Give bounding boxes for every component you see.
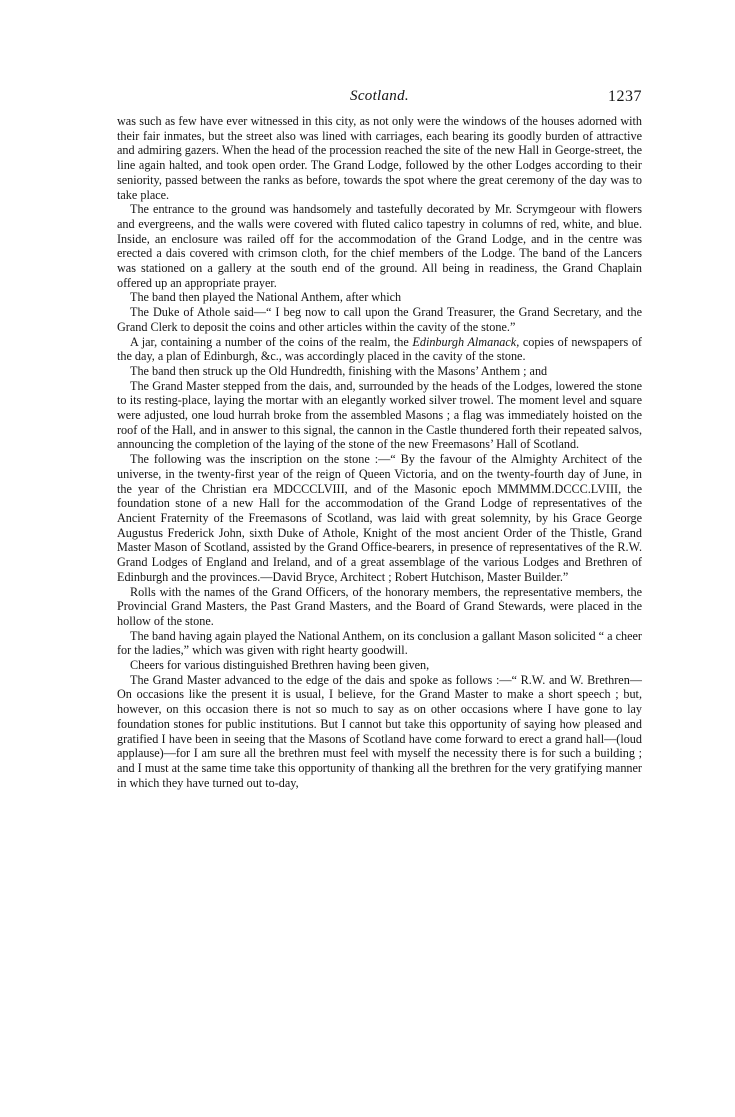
paragraph-duke-speech — [117, 305, 642, 334]
paragraph-text: Cheers for various distinguished Brethren having been given, — [130, 658, 430, 673]
paragraph-text: The band then struck up the Old Hundredth, finishing with the Masons’ Anthem ; and — [130, 363, 548, 378]
page-number: 1237 — [608, 88, 642, 105]
paragraph-text: copies of newspapers of the day, a plan of Edinburgh, &c., was accordingly placed in the cavity of the stone. — [117, 334, 642, 364]
paragraph-grand-master-speech — [117, 673, 642, 791]
paragraph-text: was such as few have ever witnessed in this city, as not only were the windows of the houses adorned with their fair inmates, but the street also was lined with carriages, each bearing its goodly burden of attractive and admiring gazers. When the head of the procession reached the site of the new Hall in George-street, the line again halted, and took open order. The Grand Lodge, followed by the other Lodges according to their seniority, passed between the ranks as before, towards the spot where the great ceremony of the day was to take place. — [117, 114, 642, 202]
paragraph-text: The Grand Master advanced to the edge of the dais and spoke as follows :—“ R.W. and W. Brethren—On occasions like the present it is usual, I believe, for the Grand Master to make a short speech ; but, however, on this occasion there is not so much to say as on other occasions where I have gone to lay foundation stones for public institutions. But I cannot but take this opportunity of saying how pleased and gratified I have been in seeing that the Masons of Scotland have come forward to erect a grand hall—(loud applause)—for I am sure all the brethren must feel with myself the necessity there is for such a building ; and I must at the same time take this opportunity of thanking all the brethren for the very gratifying manner in which they have turned out to-day, — [117, 672, 642, 790]
paragraph-cheers — [117, 658, 642, 673]
document-page — [117, 88, 642, 790]
paragraph-text: The band having again played the National Anthem, on its conclusion a gallant Mason solicited “ a cheer for the ladies,” which was given with right hearty goodwill. — [117, 628, 642, 658]
paragraph-text: Rolls with the names of the Grand Officers, of the honorary members, the representative members, the Provincial Grand Masters, the Past Grand Masters, and the Board of Grand Stewards, were placed in the hollow of the stone. — [117, 584, 642, 628]
paragraph-text: The Grand Master stepped from the dais, and, surrounded by the heads of the Lodges, lowered the stone to its resting-place, laying the mortar with an elegantly worked silver trowel. The moment level and square were adjusted, one loud hurrah broke from the assembled Masons ; a flag was immediately hoisted on the roof of the Hall, and in answer to this signal, the cannon in the Castle thundered forth their repeated salvos, announcing the completion of the laying of the stone of the new Freemasons’ Hall of Scotland. — [117, 378, 642, 452]
paragraph-jar — [117, 335, 642, 364]
article-body — [117, 114, 642, 790]
paragraph-text: The following was the inscription on the stone :—“ By the favour of the Almighty Architect of the universe, in the twenty-first year of the reign of Queen Victoria, and on the twenty-fourth day of June, in the year of the Christian era MDCCCLVIII, and of the Masonic epoch MMMMM.DCCC.LVIII, the foundation stone of a new Hall for the accommodation of the Grand Lodge of representatives of the Ancient Fraternity of the Freemasons of Scotland, was laid with great solemnity, by his Grace George Augustus Frederick John, sixth Duke of Athole, Knight of the most ancient Order of the Thistle, Grand Master Mason of Scotland, assisted by the Grand Office-bearers, in presence of representatives of the R.W. Grand Lodges of England and Ireland, and of a great assemblage of the various Lodges and Brethren of Edinburgh and the provinces.—David Bryce, Architect ; Robert Hutchison, Master Builder.” — [117, 452, 642, 584]
paragraph-italic-title: Edinburgh Almanack, — [412, 334, 520, 349]
paragraph-text: The band then played the National Anthem, after which — [130, 290, 402, 305]
paragraph-text: The entrance to the ground was handsomely and tastefully decorated by Mr. Scrymgeour with flowers and evergreens, and the walls were covered with fluted calico tapestry in columns of red, white, and blue. Inside, an enclosure was railed off for the accommodation of the Grand Lodge, and in the centre was erected a dais covered with crimson cloth, for the chief members of the Lodge. The band of the Lancers was stationed on a gallery at the south end of the ground. All being in readiness, the Grand Chaplain offered up an appropriate prayer. — [117, 202, 642, 290]
paragraph-cheer-ladies — [117, 629, 642, 658]
paragraph-text: The Duke of Athole said—“ I beg now to call upon the Grand Treasurer, the Grand Secretary, and the Grand Clerk to deposit the coins and other articles within the cavity of the stone.” — [117, 305, 642, 334]
paragraph-procession — [117, 114, 642, 202]
paragraph-entrance — [117, 202, 642, 290]
running-title: Scotland. — [350, 88, 409, 104]
running-header — [117, 88, 642, 114]
paragraph-old-hundredth — [117, 364, 642, 379]
paragraph-text: A jar, containing a number of the coins of the realm, the — [130, 334, 413, 349]
paragraph-rolls — [117, 585, 642, 629]
paragraph-stone-laying — [117, 379, 642, 453]
paragraph-inscription — [117, 452, 642, 584]
paragraph-anthem — [117, 290, 642, 305]
